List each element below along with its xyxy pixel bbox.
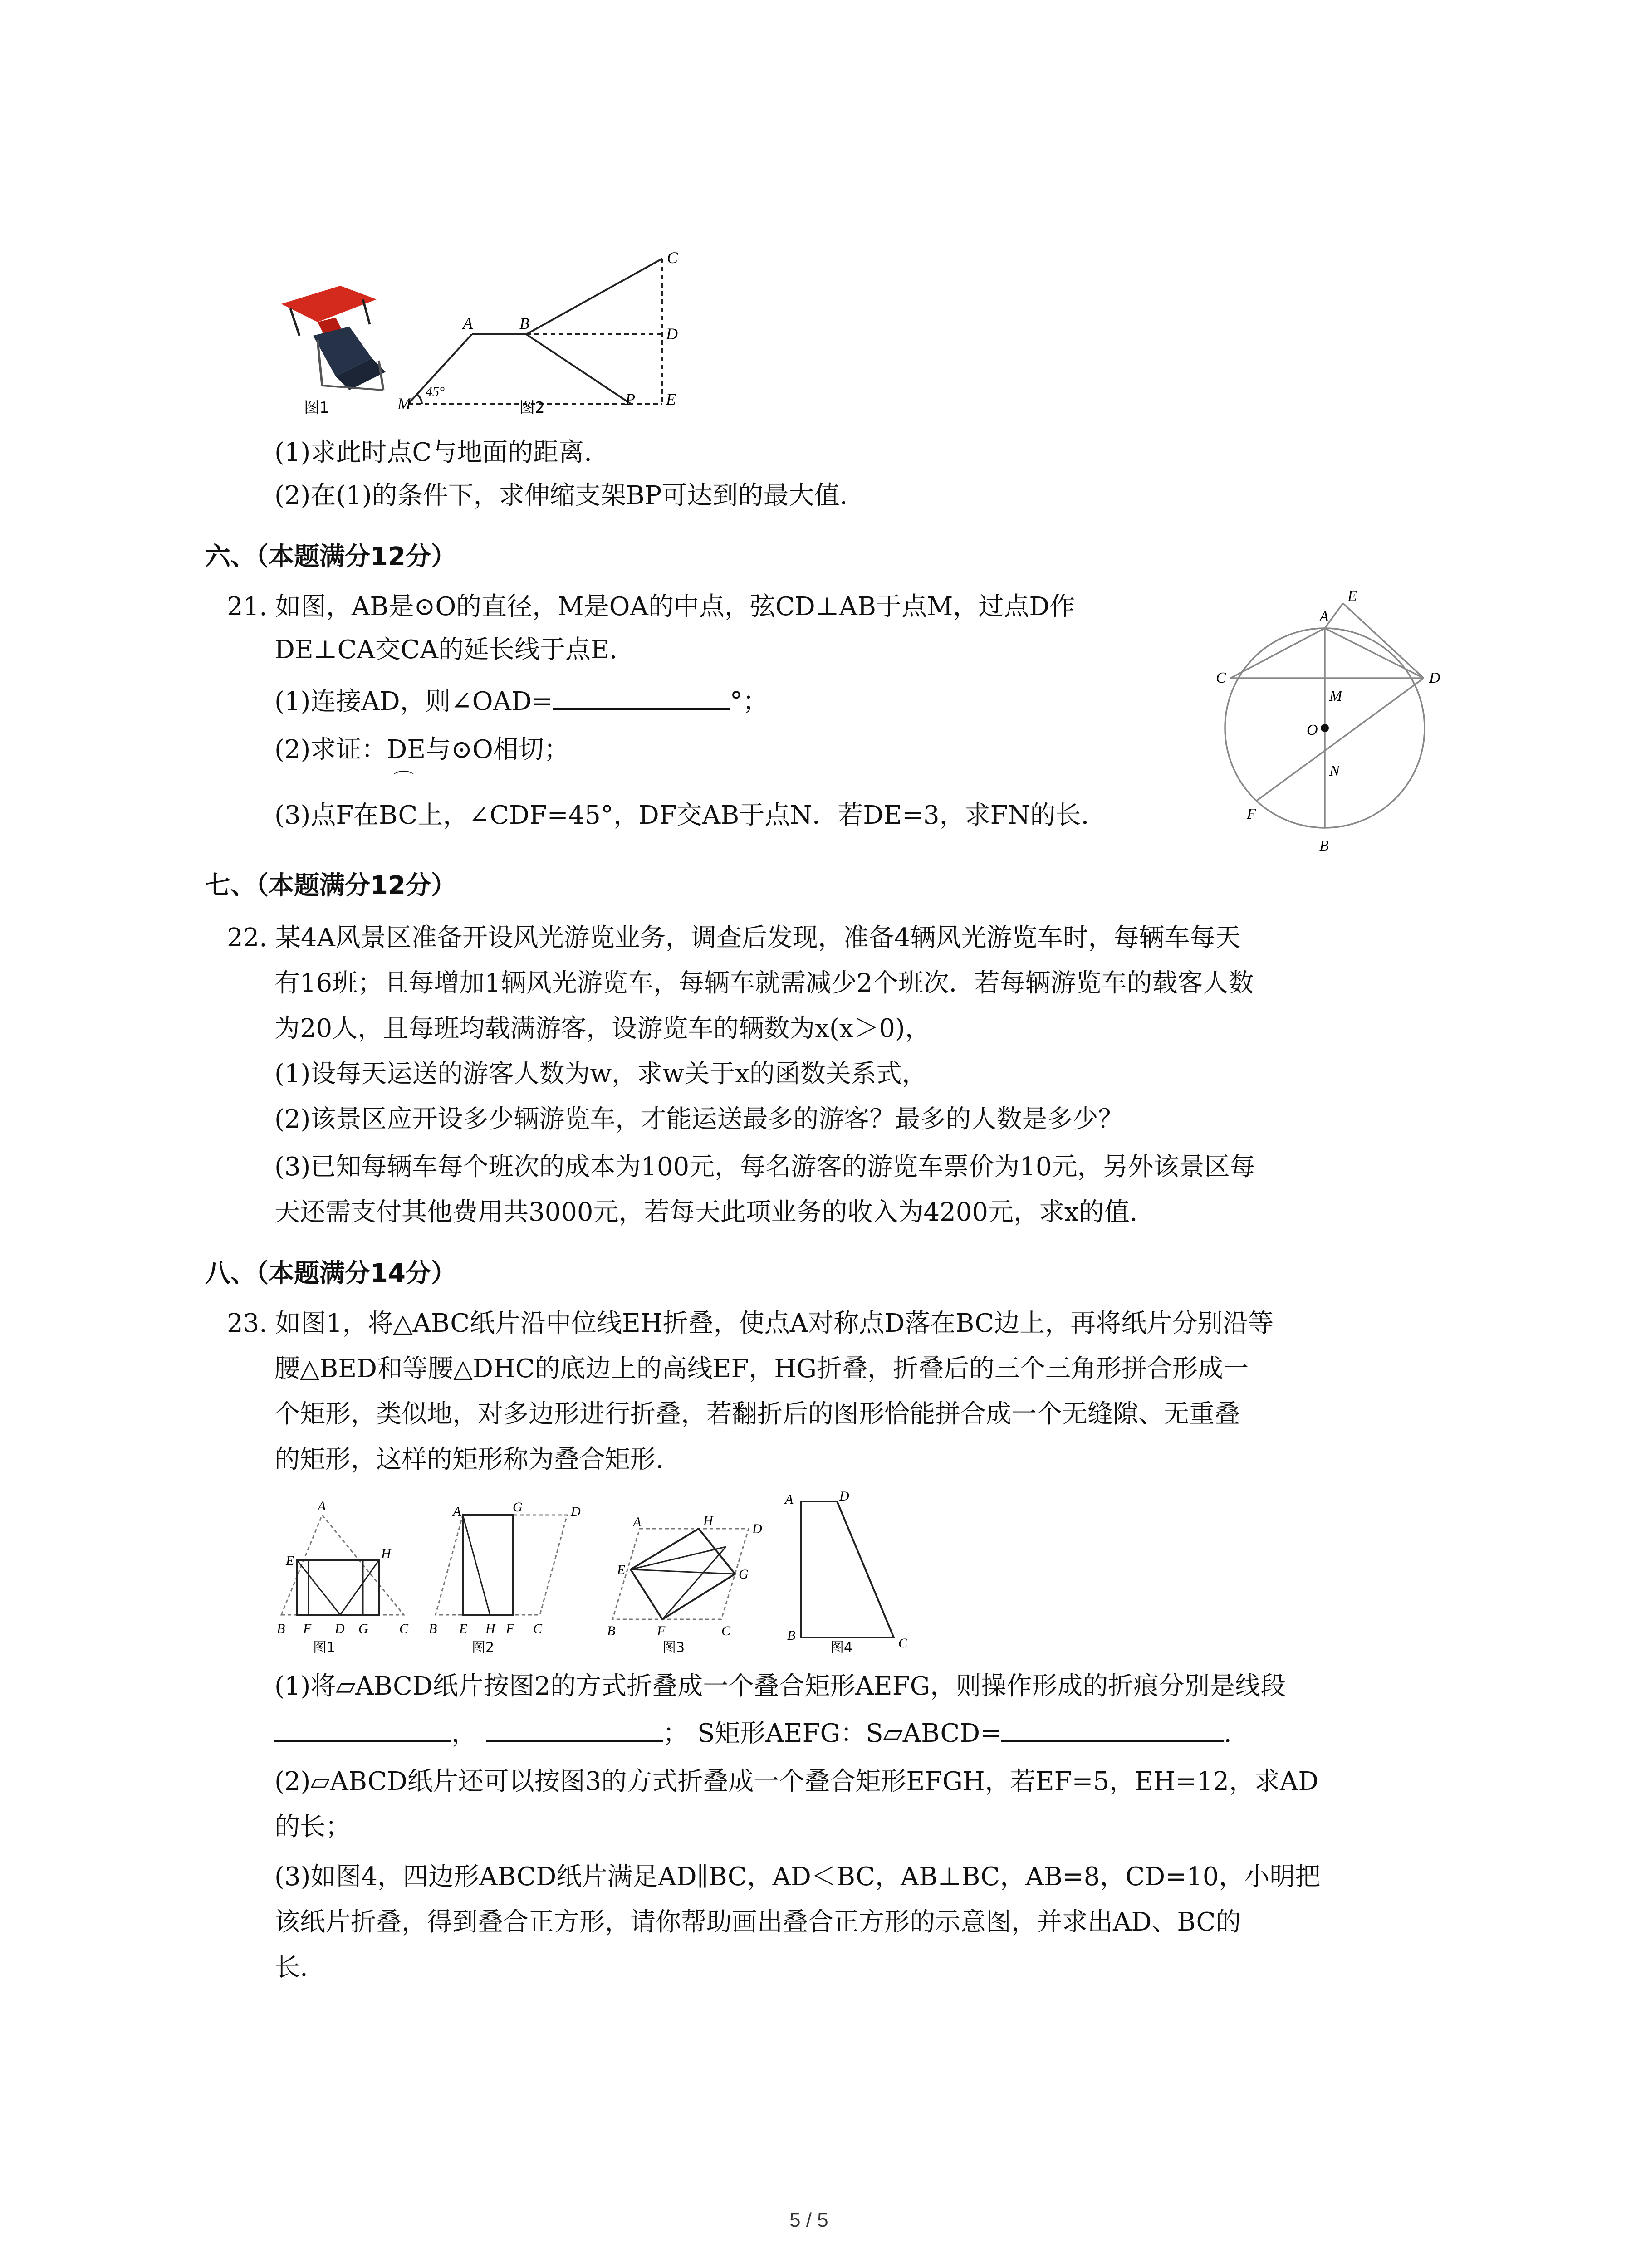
q20-sub1: (1)求此时点C与地面的距离. xyxy=(274,438,592,467)
equals-sign: = xyxy=(980,1719,1002,1748)
answer-blank[interactable] xyxy=(553,687,730,710)
arc-mark: ⌒ xyxy=(394,769,414,792)
answer-blank[interactable] xyxy=(274,1719,451,1742)
fig1-label-b: B xyxy=(277,1621,285,1636)
q22-sub3b: 天还需支付其他费用共3000元，若每天此项业务的收入为4200元，求x的值. xyxy=(274,1198,1138,1227)
fig3-label-a: A xyxy=(633,1515,642,1530)
q21-line1: 21. 如图，AB是⊙O的直径，M是OA的中点，弦CD⊥AB于点M，过点D作 xyxy=(227,592,1075,621)
q22-sub1: (1)设每天运送的游客人数为w，求w关于x的函数关系式， xyxy=(274,1059,927,1089)
point-label-d: D xyxy=(666,325,678,343)
q21-geometry xyxy=(1225,603,1425,828)
angle-label: 45° xyxy=(426,384,445,399)
q22-line2: 有16班；且每增加1辆风光游览车，每辆车就需减少2个班次．若每辆游览车的载客人数 xyxy=(274,968,1254,998)
point-label-a: A xyxy=(1319,608,1329,625)
fig2-label-e: E xyxy=(459,1621,468,1636)
point-label-n: N xyxy=(1329,763,1340,779)
q23-line3: 个矩形，类似地，对多边形进行折叠，若翻折后的图形恰能拼合成一个无缝隙、无重叠 xyxy=(274,1399,1240,1429)
fig3-label-e: E xyxy=(617,1562,626,1577)
fig2-label-c: C xyxy=(533,1621,543,1636)
fig4-label-d: D xyxy=(839,1489,849,1504)
q23-fig-caption-1: 图1 xyxy=(313,1640,336,1656)
page-number: 5 / 5 xyxy=(789,2209,828,2231)
q23-sub1a: (1)将▱ABCD纸片按图2的方式折叠成一个叠合矩形AEFG，则操作形成的折痕分别是线段 xyxy=(274,1672,1286,1701)
q23-sub1b xyxy=(274,1719,1232,1746)
point-label-f: F xyxy=(1247,806,1256,822)
point-label-b: B xyxy=(1319,837,1329,854)
point-label-a: A xyxy=(463,314,473,332)
q21-sub1-unit: °； xyxy=(730,687,768,716)
q23-line1: 23. 如图1，将△ABC纸片沿中位线EH折叠，使点A对称点D落在BC边上，再将纸片分别沿等 xyxy=(227,1309,1274,1338)
fig1-label-c: C xyxy=(399,1621,409,1636)
semicolon: ； xyxy=(663,1719,688,1748)
q22-sub2: (2)该景区应开设多少辆游览车，才能运送最多的游客？最多的人数是多少？ xyxy=(274,1105,1124,1134)
ratio-colon: ： xyxy=(840,1719,866,1748)
section-heading-7: 七、（本题满分12分） xyxy=(205,871,456,900)
q21-sub3: (3)点F在BC上，∠CDF=45°，DF交AB于点N．若DE=3，求FN的长. xyxy=(274,801,1089,830)
fig3-label-h: H xyxy=(703,1513,713,1528)
center-point xyxy=(1321,724,1329,732)
fig3-label-b: B xyxy=(607,1623,616,1638)
section-heading-8: 八、（本题满分14分） xyxy=(205,1259,456,1288)
fig1-label-e: E xyxy=(286,1553,294,1568)
q23-fig-caption-3: 图3 xyxy=(662,1640,685,1656)
chair-photo xyxy=(281,286,386,390)
fig3-label-g: G xyxy=(739,1567,749,1582)
q23-sub3b: 该纸片折叠，得到叠合正方形，请你帮助画出叠合正方形的示意图，并求出AD、BC的 xyxy=(274,1907,1241,1937)
ratio-term-2: S▱ABCD xyxy=(866,1719,980,1748)
q22-line3: 为20人，且每班均载满游客，设游览车的辆数为x(x＞0)， xyxy=(274,1014,931,1043)
fig2-label-h: H xyxy=(485,1621,495,1636)
fig4-label-a: A xyxy=(785,1492,794,1507)
answer-blank[interactable] xyxy=(1001,1719,1224,1742)
q23-fig4-geometry xyxy=(801,1501,894,1637)
q20-sub2: (2)在(1)的条件下，求伸缩支架BP可达到的最大值. xyxy=(274,481,848,510)
q23-line4: 的矩形，这样的矩形称为叠合矩形. xyxy=(274,1445,664,1474)
section-heading-6: 六、（本题满分12分） xyxy=(205,542,456,572)
fig1-label-h: H xyxy=(381,1546,391,1561)
point-label-p: P xyxy=(625,390,635,408)
q22-line1: 22. 某4A风景区准备开设风光游览业务，调查后发现，准备4辆风光游览车时，每辆车每天 xyxy=(227,923,1241,953)
point-label-d: D xyxy=(1429,670,1440,686)
point-label-b: B xyxy=(519,314,529,332)
point-label-c: C xyxy=(667,249,678,267)
point-label-c: C xyxy=(1216,670,1226,686)
fig2-label-g: G xyxy=(513,1500,523,1515)
q23-sub3c: 长. xyxy=(274,1953,308,1982)
fig1-label-d: D xyxy=(335,1621,345,1636)
q21-sub1 xyxy=(274,687,768,714)
fig3-label-f: F xyxy=(657,1623,666,1638)
q23-fig1-geometry xyxy=(281,1515,404,1615)
point-label-m: M xyxy=(397,395,411,413)
fig2-label-a: A xyxy=(453,1504,461,1519)
q23-fig2-geometry xyxy=(436,1515,567,1615)
fig1-label-a: A xyxy=(318,1499,326,1514)
fig4-label-b: B xyxy=(787,1628,796,1643)
answer-blank[interactable] xyxy=(486,1719,663,1742)
q21-figure xyxy=(1216,585,1470,866)
ratio-term-1: S矩形AEFG xyxy=(697,1719,841,1748)
fig-caption-1: 图1 xyxy=(304,399,329,417)
q20-geometry xyxy=(408,259,662,404)
fig2-label-b: B xyxy=(429,1621,437,1636)
q23-sub3a: (3)如图4，四边形ABCD纸片满足AD∥BC，AD＜BC，AB⊥BC，AB=8，CD=10，小明把 xyxy=(274,1862,1321,1892)
point-label-e: E xyxy=(666,390,676,408)
q23-fig-caption-2: 图2 xyxy=(472,1640,495,1656)
fig4-label-c: C xyxy=(898,1636,908,1651)
q23-sub2b: 的长； xyxy=(274,1812,351,1842)
q21-sub1-text: (1)连接AD，则∠OAD= xyxy=(274,687,553,716)
q21-figure-svg xyxy=(1216,585,1470,866)
fig-caption-2: 图2 xyxy=(519,399,545,417)
q20-figure xyxy=(272,245,708,417)
q22-sub3a: (3)已知每辆车每个班次的成本为100元，每名游客的游览车票价为10元，另外该景区每 xyxy=(274,1152,1255,1182)
fig3-label-d: D xyxy=(752,1521,762,1536)
fig1-label-g: G xyxy=(358,1621,368,1636)
fig2-label-d: D xyxy=(571,1504,581,1519)
q23-sub2a: (2)▱ABCD纸片还可以按图3的方式折叠成一个叠合矩形EFGH，若EF=5，EH=12，求AD xyxy=(274,1767,1319,1796)
fig1-label-f: F xyxy=(303,1621,312,1636)
point-label-e: E xyxy=(1347,588,1357,605)
q23-line2: 腰△BED和等腰△DHC的底边上的高线EF，HG折叠，折叠后的三个三角形拼合形成一 xyxy=(274,1354,1249,1383)
q20-figure-svg xyxy=(272,245,708,417)
period: . xyxy=(1224,1719,1232,1748)
q21-sub2: (2)求证：DE与⊙O相切； xyxy=(274,735,569,764)
point-label-o: O xyxy=(1307,722,1318,738)
fig3-label-c: C xyxy=(721,1623,731,1638)
q23-fig3-geometry xyxy=(612,1529,749,1619)
q21-line2: DE⊥CA交CA的延长线于点E. xyxy=(274,635,617,665)
point-label-m: M xyxy=(1329,688,1342,704)
q23-figures-svg xyxy=(272,1483,930,1656)
q23-fig-caption-4: 图4 xyxy=(830,1640,853,1656)
comma: ， xyxy=(451,1719,477,1748)
fig2-label-f: F xyxy=(506,1621,514,1636)
q23-figures xyxy=(272,1483,930,1656)
